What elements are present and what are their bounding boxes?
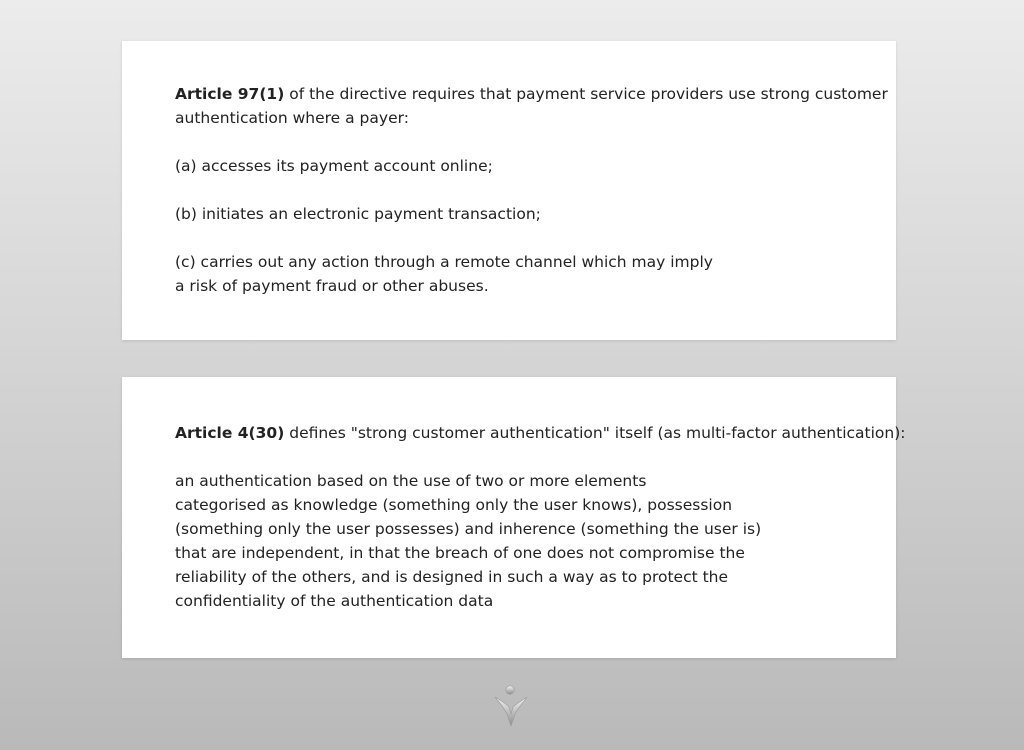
person-figure-logo-icon xyxy=(493,684,529,728)
article-97-card xyxy=(122,41,896,340)
definition-line: (something only the user possesses) and inherence (something the user is) xyxy=(175,520,762,538)
spacer xyxy=(175,445,876,469)
article-4-reference: Article 4(30) xyxy=(175,424,285,442)
article-97-intro-line-1 xyxy=(175,82,888,106)
article-97-item-a: (a) accesses its payment account online; xyxy=(175,157,493,175)
article-97-intro-line-2: authentication where a payer: xyxy=(175,109,409,127)
definition-line: an authentication based on the use of two or more elements xyxy=(175,472,647,490)
definition-line: reliability of the others, and is designed in such a way as to protect the xyxy=(175,568,729,586)
spacer xyxy=(175,130,876,154)
spacer xyxy=(175,178,876,202)
article-97-item-c-line-2: a risk of payment fraud or other abuses. xyxy=(175,277,489,295)
article-4-card xyxy=(122,377,906,658)
definition-line: that are independent, in that the breach of one does not compromise the xyxy=(175,544,745,562)
article-4-intro xyxy=(175,421,906,445)
spacer xyxy=(175,226,876,250)
article-4-intro-text: defines "strong customer authentication" itself (as multi-factor authentication): xyxy=(284,424,906,442)
article-97-reference: Article 97(1) xyxy=(175,85,285,103)
definition-line: categorised as knowledge (something only the user knows), possession xyxy=(175,496,733,514)
article-97-intro-text: of the directive requires that payment service providers use strong customer xyxy=(284,85,888,103)
article-97-item-b: (b) initiates an electronic payment transaction; xyxy=(175,205,541,223)
definition-line: confidentiality of the authentication data xyxy=(175,592,494,610)
article-97-item-c-line-1: (c) carries out any action through a remote channel which may imply xyxy=(175,253,713,271)
